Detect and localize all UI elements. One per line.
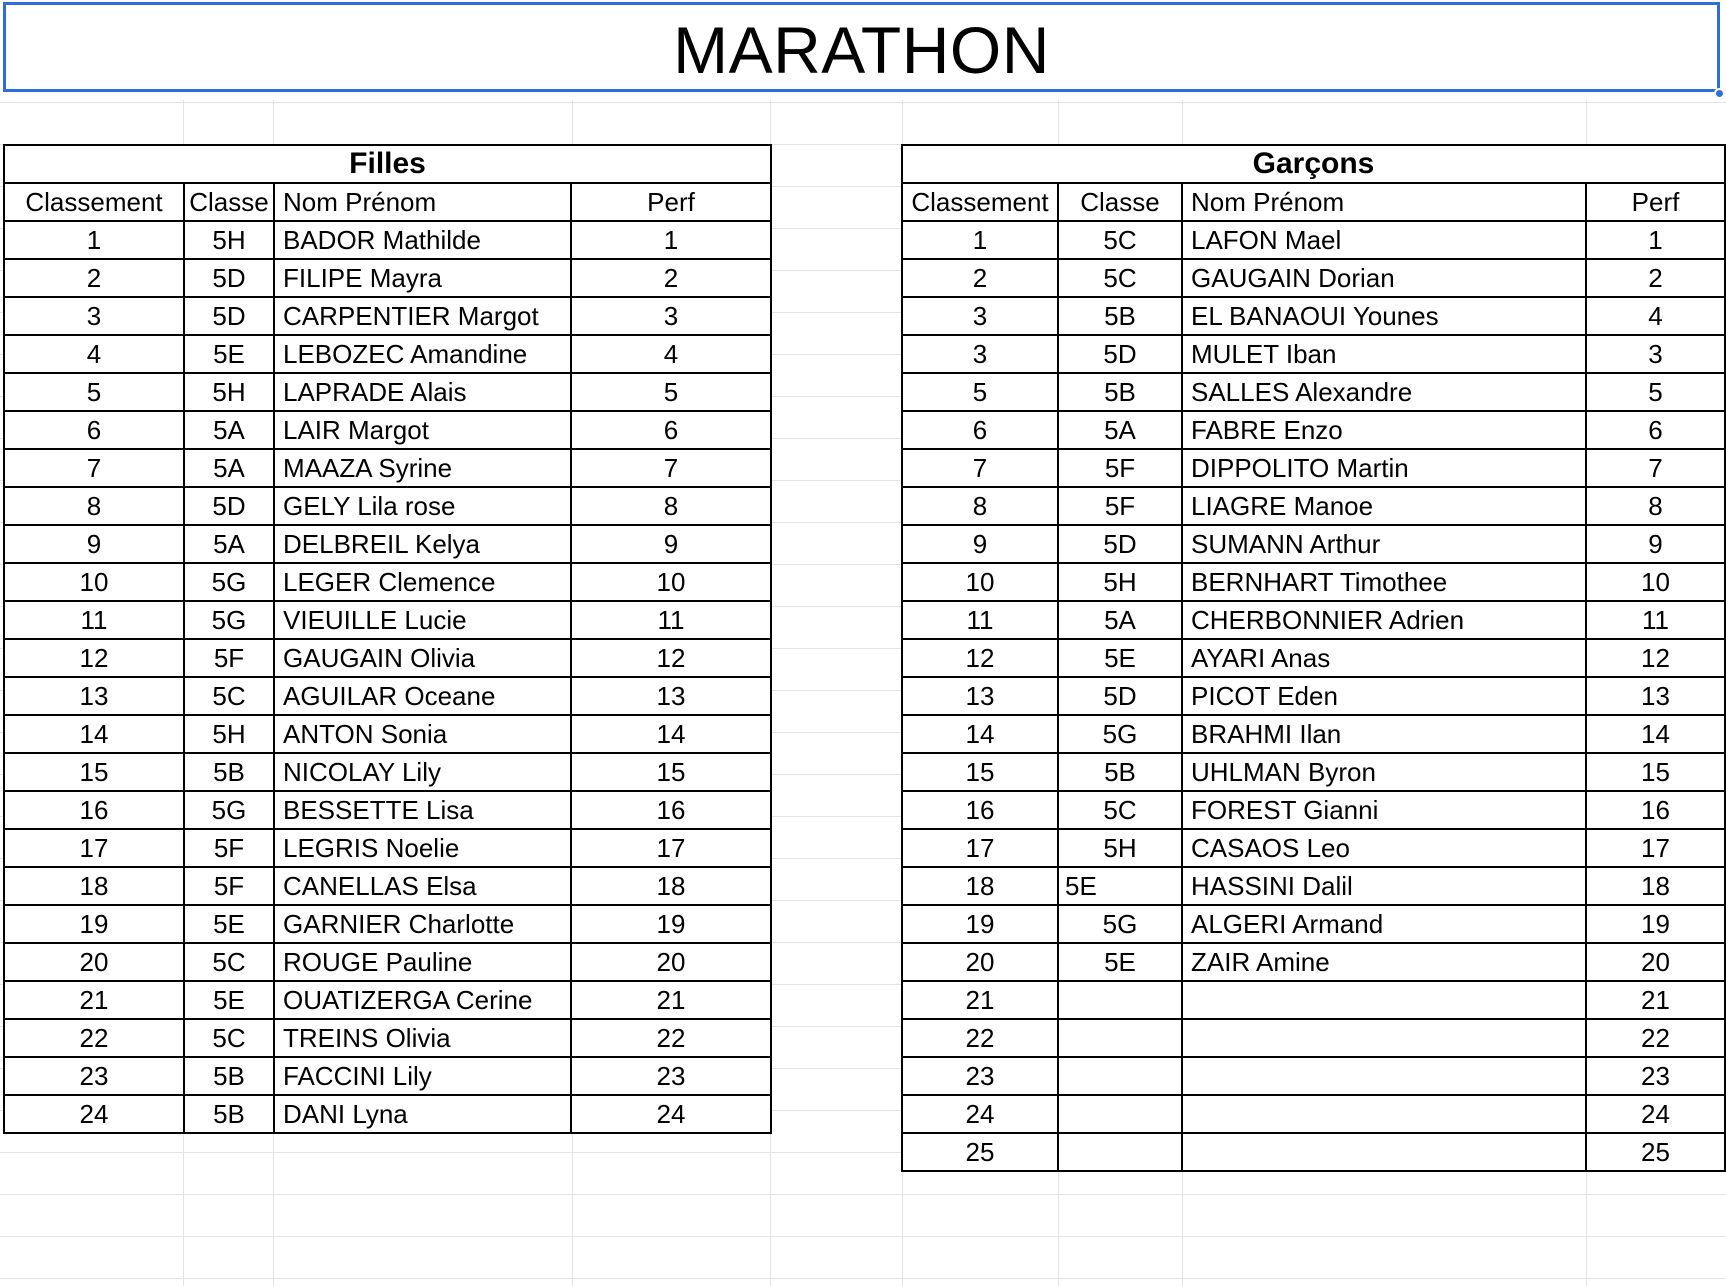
rank-cell[interactable]: 5 <box>902 373 1058 411</box>
class-cell[interactable]: 5C <box>184 943 274 981</box>
class-cell[interactable]: 5H <box>184 373 274 411</box>
name-cell[interactable]: AYARI Anas <box>1182 639 1586 677</box>
name-cell[interactable] <box>1182 981 1586 1019</box>
name-cell[interactable]: BRAHMI Ilan <box>1182 715 1586 753</box>
rank-cell[interactable]: 18 <box>4 867 184 905</box>
name-cell[interactable]: GAUGAIN Olivia <box>274 639 571 677</box>
name-cell[interactable] <box>1182 1133 1586 1171</box>
class-cell[interactable]: 5H <box>1058 829 1182 867</box>
name-cell[interactable]: FABRE Enzo <box>1182 411 1586 449</box>
class-cell[interactable]: 5F <box>184 829 274 867</box>
table-row <box>902 525 1725 563</box>
class-cell[interactable] <box>1058 1095 1182 1133</box>
class-cell[interactable]: 5A <box>184 411 274 449</box>
perf-cell[interactable]: 21 <box>571 981 771 1019</box>
perf-cell[interactable]: 13 <box>1586 677 1725 715</box>
class-cell[interactable]: 5D <box>184 259 274 297</box>
perf-cell[interactable]: 22 <box>571 1019 771 1057</box>
class-cell[interactable]: 5G <box>184 601 274 639</box>
rank-cell[interactable]: 22 <box>902 1019 1058 1057</box>
name-cell[interactable] <box>1182 1057 1586 1095</box>
class-cell[interactable] <box>1058 1057 1182 1095</box>
perf-cell[interactable]: 11 <box>571 601 771 639</box>
class-cell[interactable]: 5A <box>184 525 274 563</box>
name-cell[interactable]: LAIR Margot <box>274 411 571 449</box>
perf-cell[interactable]: 24 <box>1586 1095 1725 1133</box>
table-row <box>902 677 1725 715</box>
perf-cell[interactable]: 20 <box>571 943 771 981</box>
class-cell[interactable]: 5H <box>184 221 274 259</box>
name-cell[interactable]: UHLMAN Byron <box>1182 753 1586 791</box>
name-cell[interactable]: DANI Lyna <box>274 1095 571 1133</box>
table-row <box>4 1057 771 1095</box>
perf-cell[interactable]: 4 <box>571 335 771 373</box>
perf-cell[interactable]: 17 <box>571 829 771 867</box>
class-cell[interactable]: 5G <box>1058 905 1182 943</box>
perf-cell[interactable]: 24 <box>571 1095 771 1133</box>
table-row <box>4 715 771 753</box>
rank-cell[interactable]: 6 <box>4 411 184 449</box>
col-header-nom-prenom[interactable]: Nom Prénom <box>274 183 571 221</box>
perf-cell[interactable]: 21 <box>1586 981 1725 1019</box>
perf-cell[interactable]: 8 <box>1586 487 1725 525</box>
perf-cell[interactable]: 12 <box>571 639 771 677</box>
table-row <box>4 1019 771 1057</box>
perf-cell[interactable]: 23 <box>571 1057 771 1095</box>
rank-cell[interactable]: 10 <box>902 563 1058 601</box>
rank-cell[interactable]: 1 <box>902 221 1058 259</box>
name-cell[interactable]: VIEUILLE Lucie <box>274 601 571 639</box>
name-cell[interactable] <box>1182 1019 1586 1057</box>
class-cell[interactable]: 5A <box>184 449 274 487</box>
rank-cell[interactable]: 5 <box>4 373 184 411</box>
name-cell[interactable] <box>1182 1095 1586 1133</box>
name-cell[interactable]: AGUILAR Oceane <box>274 677 571 715</box>
class-cell[interactable]: 5B <box>1058 373 1182 411</box>
selection-fill-handle[interactable] <box>1714 88 1725 99</box>
perf-cell[interactable]: 10 <box>571 563 771 601</box>
name-cell[interactable]: NICOLAY Lily <box>274 753 571 791</box>
rank-cell[interactable]: 13 <box>902 677 1058 715</box>
table-row <box>4 867 771 905</box>
table-row <box>902 981 1725 1019</box>
class-cell[interactable]: 5A <box>1058 411 1182 449</box>
class-cell[interactable]: 5D <box>1058 525 1182 563</box>
rank-cell[interactable]: 21 <box>4 981 184 1019</box>
perf-cell[interactable]: 3 <box>1586 335 1725 373</box>
table-row <box>4 981 771 1019</box>
table-row <box>902 601 1725 639</box>
table-row <box>4 411 771 449</box>
perf-cell[interactable]: 10 <box>1586 563 1725 601</box>
table-row <box>902 1057 1725 1095</box>
col-header-classement[interactable]: Classement <box>902 183 1058 221</box>
perf-cell[interactable]: 5 <box>1586 373 1725 411</box>
perf-cell[interactable]: 5 <box>571 373 771 411</box>
table-row <box>902 639 1725 677</box>
rank-cell[interactable]: 18 <box>902 867 1058 905</box>
class-cell[interactable]: 5D <box>1058 677 1182 715</box>
class-cell[interactable]: 5B <box>184 1095 274 1133</box>
perf-cell[interactable]: 1 <box>1586 221 1725 259</box>
table-row <box>902 221 1725 259</box>
table-row <box>4 753 771 791</box>
rank-cell[interactable]: 13 <box>4 677 184 715</box>
perf-cell[interactable]: 7 <box>571 449 771 487</box>
class-cell[interactable]: 5C <box>184 677 274 715</box>
class-cell[interactable]: 5G <box>184 563 274 601</box>
name-cell[interactable]: SALLES Alexandre <box>1182 373 1586 411</box>
rank-cell[interactable]: 11 <box>902 601 1058 639</box>
table-row <box>4 943 771 981</box>
perf-cell[interactable]: 9 <box>1586 525 1725 563</box>
class-cell[interactable]: 5F <box>1058 449 1182 487</box>
class-cell[interactable]: 5E <box>184 335 274 373</box>
name-cell[interactable]: GAUGAIN Dorian <box>1182 259 1586 297</box>
table-row <box>902 791 1725 829</box>
perf-cell[interactable]: 19 <box>1586 905 1725 943</box>
rank-cell[interactable]: 15 <box>902 753 1058 791</box>
rank-cell[interactable]: 17 <box>902 829 1058 867</box>
table-row <box>4 525 771 563</box>
rank-cell[interactable]: 3 <box>902 297 1058 335</box>
perf-cell[interactable]: 25 <box>1586 1133 1725 1171</box>
perf-cell[interactable]: 17 <box>1586 829 1725 867</box>
rank-cell[interactable]: 11 <box>4 601 184 639</box>
perf-cell[interactable]: 18 <box>571 867 771 905</box>
rank-cell[interactable]: 23 <box>902 1057 1058 1095</box>
table-row <box>902 943 1725 981</box>
name-cell[interactable]: EL BANAOUI Younes <box>1182 297 1586 335</box>
class-cell[interactable]: 5B <box>1058 753 1182 791</box>
rank-cell[interactable]: 16 <box>4 791 184 829</box>
name-cell[interactable]: BADOR Mathilde <box>274 221 571 259</box>
class-cell[interactable]: 5C <box>1058 259 1182 297</box>
class-cell[interactable]: 5D <box>184 487 274 525</box>
col-header-classement[interactable]: Classement <box>4 183 184 221</box>
perf-cell[interactable]: 8 <box>571 487 771 525</box>
rank-cell[interactable]: 7 <box>902 449 1058 487</box>
perf-cell[interactable]: 6 <box>571 411 771 449</box>
table-row <box>902 1133 1725 1171</box>
boys-table <box>901 144 1726 1172</box>
class-cell[interactable]: 5D <box>1058 335 1182 373</box>
rank-cell[interactable]: 4 <box>4 335 184 373</box>
table-row <box>902 411 1725 449</box>
name-cell[interactable]: TREINS Olivia <box>274 1019 571 1057</box>
name-cell[interactable]: CASAOS Leo <box>1182 829 1586 867</box>
table-row <box>902 563 1725 601</box>
table-row <box>4 449 771 487</box>
name-cell[interactable]: GELY Lila rose <box>274 487 571 525</box>
name-cell[interactable]: ROUGE Pauline <box>274 943 571 981</box>
col-header-classe[interactable]: Classe <box>1058 183 1182 221</box>
class-cell[interactable] <box>1058 1133 1182 1171</box>
perf-cell[interactable]: 16 <box>571 791 771 829</box>
perf-cell[interactable]: 18 <box>1586 867 1725 905</box>
class-cell[interactable]: 5A <box>1058 601 1182 639</box>
name-cell[interactable]: MULET Iban <box>1182 335 1586 373</box>
class-cell[interactable]: 5C <box>1058 221 1182 259</box>
perf-cell[interactable]: 9 <box>571 525 771 563</box>
name-cell[interactable]: SUMANN Arthur <box>1182 525 1586 563</box>
rank-cell[interactable]: 8 <box>902 487 1058 525</box>
perf-cell[interactable]: 22 <box>1586 1019 1725 1057</box>
table-row <box>4 373 771 411</box>
class-cell[interactable]: 5D <box>184 297 274 335</box>
perf-cell[interactable]: 1 <box>571 221 771 259</box>
class-cell[interactable]: 5B <box>184 1057 274 1095</box>
rank-cell[interactable]: 20 <box>902 943 1058 981</box>
class-cell[interactable]: 5E <box>184 981 274 1019</box>
table-row <box>4 487 771 525</box>
name-cell[interactable]: FACCINI Lily <box>274 1057 571 1095</box>
table-row <box>902 753 1725 791</box>
table-row <box>4 563 771 601</box>
table-row <box>902 867 1725 905</box>
perf-cell[interactable]: 2 <box>571 259 771 297</box>
class-cell[interactable] <box>1058 1019 1182 1057</box>
girls-heading[interactable]: Filles <box>4 145 771 183</box>
rank-cell[interactable]: 9 <box>4 525 184 563</box>
rank-cell[interactable]: 8 <box>4 487 184 525</box>
name-cell[interactable]: LAFON Mael <box>1182 221 1586 259</box>
rank-cell[interactable]: 21 <box>902 981 1058 1019</box>
table-row <box>4 677 771 715</box>
rank-cell[interactable]: 19 <box>902 905 1058 943</box>
perf-cell[interactable]: 23 <box>1586 1057 1725 1095</box>
rank-cell[interactable]: 3 <box>4 297 184 335</box>
table-row <box>4 335 771 373</box>
class-cell[interactable]: 5C <box>184 1019 274 1057</box>
table-row <box>4 297 771 335</box>
name-cell[interactable]: LEGER Clemence <box>274 563 571 601</box>
perf-cell[interactable]: 15 <box>1586 753 1725 791</box>
rank-cell[interactable]: 10 <box>4 563 184 601</box>
class-cell[interactable] <box>1058 981 1182 1019</box>
table-row <box>4 601 771 639</box>
col-header-nom-prenom[interactable]: Nom Prénom <box>1182 183 1586 221</box>
table-row <box>902 487 1725 525</box>
table-row <box>902 259 1725 297</box>
name-cell[interactable]: LEGRIS Noelie <box>274 829 571 867</box>
table-row <box>902 297 1725 335</box>
name-cell[interactable]: FOREST Gianni <box>1182 791 1586 829</box>
name-cell[interactable]: MAAZA Syrine <box>274 449 571 487</box>
perf-cell[interactable]: 19 <box>571 905 771 943</box>
name-cell[interactable]: DIPPOLITO Martin <box>1182 449 1586 487</box>
class-cell[interactable]: 5E <box>184 905 274 943</box>
perf-cell[interactable]: 3 <box>571 297 771 335</box>
table-row <box>4 791 771 829</box>
rank-cell[interactable]: 17 <box>4 829 184 867</box>
perf-cell[interactable]: 13 <box>571 677 771 715</box>
title-cell[interactable] <box>3 2 1720 92</box>
name-cell[interactable]: BERNHART Timothee <box>1182 563 1586 601</box>
class-cell[interactable]: 5G <box>184 791 274 829</box>
perf-cell[interactable]: 7 <box>1586 449 1725 487</box>
table-row <box>4 221 771 259</box>
class-cell[interactable]: 5E <box>1058 639 1182 677</box>
rank-cell[interactable]: 20 <box>4 943 184 981</box>
rank-cell[interactable]: 22 <box>4 1019 184 1057</box>
girls-table <box>3 144 772 1134</box>
name-cell[interactable]: OUATIZERGA Cerine <box>274 981 571 1019</box>
table-row <box>4 905 771 943</box>
class-cell[interactable]: 5B <box>184 753 274 791</box>
class-cell[interactable]: 5C <box>1058 791 1182 829</box>
table-row <box>902 905 1725 943</box>
rank-cell[interactable]: 16 <box>902 791 1058 829</box>
col-header-perf[interactable]: Perf <box>571 183 771 221</box>
name-cell[interactable]: ANTON Sonia <box>274 715 571 753</box>
rank-cell[interactable]: 15 <box>4 753 184 791</box>
name-cell[interactable]: LEBOZEC Amandine <box>274 335 571 373</box>
rank-cell[interactable]: 12 <box>902 639 1058 677</box>
class-cell[interactable]: 5F <box>184 867 274 905</box>
rank-cell[interactable]: 19 <box>4 905 184 943</box>
name-cell[interactable]: LAPRADE Alais <box>274 373 571 411</box>
class-cell[interactable]: 5E <box>1058 943 1182 981</box>
class-cell[interactable]: 5G <box>1058 715 1182 753</box>
sheet-title: MARATHON <box>673 13 1050 87</box>
perf-cell[interactable]: 20 <box>1586 943 1725 981</box>
table-row <box>902 335 1725 373</box>
class-cell[interactable]: 5F <box>1058 487 1182 525</box>
rank-cell[interactable]: 6 <box>902 411 1058 449</box>
class-cell[interactable]: 5B <box>1058 297 1182 335</box>
rank-cell[interactable]: 2 <box>4 259 184 297</box>
rank-cell[interactable]: 9 <box>902 525 1058 563</box>
rank-cell[interactable]: 14 <box>4 715 184 753</box>
name-cell[interactable]: GARNIER Charlotte <box>274 905 571 943</box>
boys-heading[interactable]: Garçons <box>902 145 1725 183</box>
name-cell[interactable]: BESSETTE Lisa <box>274 791 571 829</box>
perf-cell[interactable]: 2 <box>1586 259 1725 297</box>
class-cell[interactable]: 5H <box>1058 563 1182 601</box>
perf-cell[interactable]: 4 <box>1586 297 1725 335</box>
table-row <box>902 1019 1725 1057</box>
rank-cell[interactable]: 1 <box>4 221 184 259</box>
class-cell[interactable]: 5F <box>184 639 274 677</box>
class-cell[interactable]: 5E <box>1058 867 1182 905</box>
table-row <box>902 829 1725 867</box>
perf-cell[interactable]: 11 <box>1586 601 1725 639</box>
table-row <box>4 639 771 677</box>
rank-cell[interactable]: 25 <box>902 1133 1058 1171</box>
table-row <box>4 259 771 297</box>
name-cell[interactable]: PICOT Eden <box>1182 677 1586 715</box>
perf-cell[interactable]: 14 <box>1586 715 1725 753</box>
name-cell[interactable]: ALGERI Armand <box>1182 905 1586 943</box>
class-cell[interactable]: 5H <box>184 715 274 753</box>
rank-cell[interactable]: 12 <box>4 639 184 677</box>
table-row <box>902 1095 1725 1133</box>
rank-cell[interactable]: 14 <box>902 715 1058 753</box>
rank-cell[interactable]: 7 <box>4 449 184 487</box>
name-cell[interactable]: CARPENTIER Margot <box>274 297 571 335</box>
rank-cell[interactable]: 23 <box>4 1057 184 1095</box>
perf-cell[interactable]: 14 <box>571 715 771 753</box>
rank-cell[interactable]: 3 <box>902 335 1058 373</box>
name-cell[interactable]: HASSINI Dalil <box>1182 867 1586 905</box>
col-header-classe[interactable]: Classe <box>184 183 274 221</box>
rank-cell[interactable]: 24 <box>902 1095 1058 1133</box>
table-row <box>902 373 1725 411</box>
name-cell[interactable]: CANELLAS Elsa <box>274 867 571 905</box>
table-row <box>4 1095 771 1133</box>
perf-cell[interactable]: 15 <box>571 753 771 791</box>
perf-cell[interactable]: 12 <box>1586 639 1725 677</box>
rank-cell[interactable]: 24 <box>4 1095 184 1133</box>
perf-cell[interactable]: 16 <box>1586 791 1725 829</box>
name-cell[interactable]: ZAIR Amine <box>1182 943 1586 981</box>
table-row <box>902 449 1725 487</box>
name-cell[interactable]: CHERBONNIER Adrien <box>1182 601 1586 639</box>
name-cell[interactable]: DELBREIL Kelya <box>274 525 571 563</box>
table-row <box>902 715 1725 753</box>
perf-cell[interactable]: 6 <box>1586 411 1725 449</box>
rank-cell[interactable]: 2 <box>902 259 1058 297</box>
name-cell[interactable]: LIAGRE Manoe <box>1182 487 1586 525</box>
name-cell[interactable]: FILIPE Mayra <box>274 259 571 297</box>
col-header-perf[interactable]: Perf <box>1586 183 1725 221</box>
table-row <box>4 829 771 867</box>
